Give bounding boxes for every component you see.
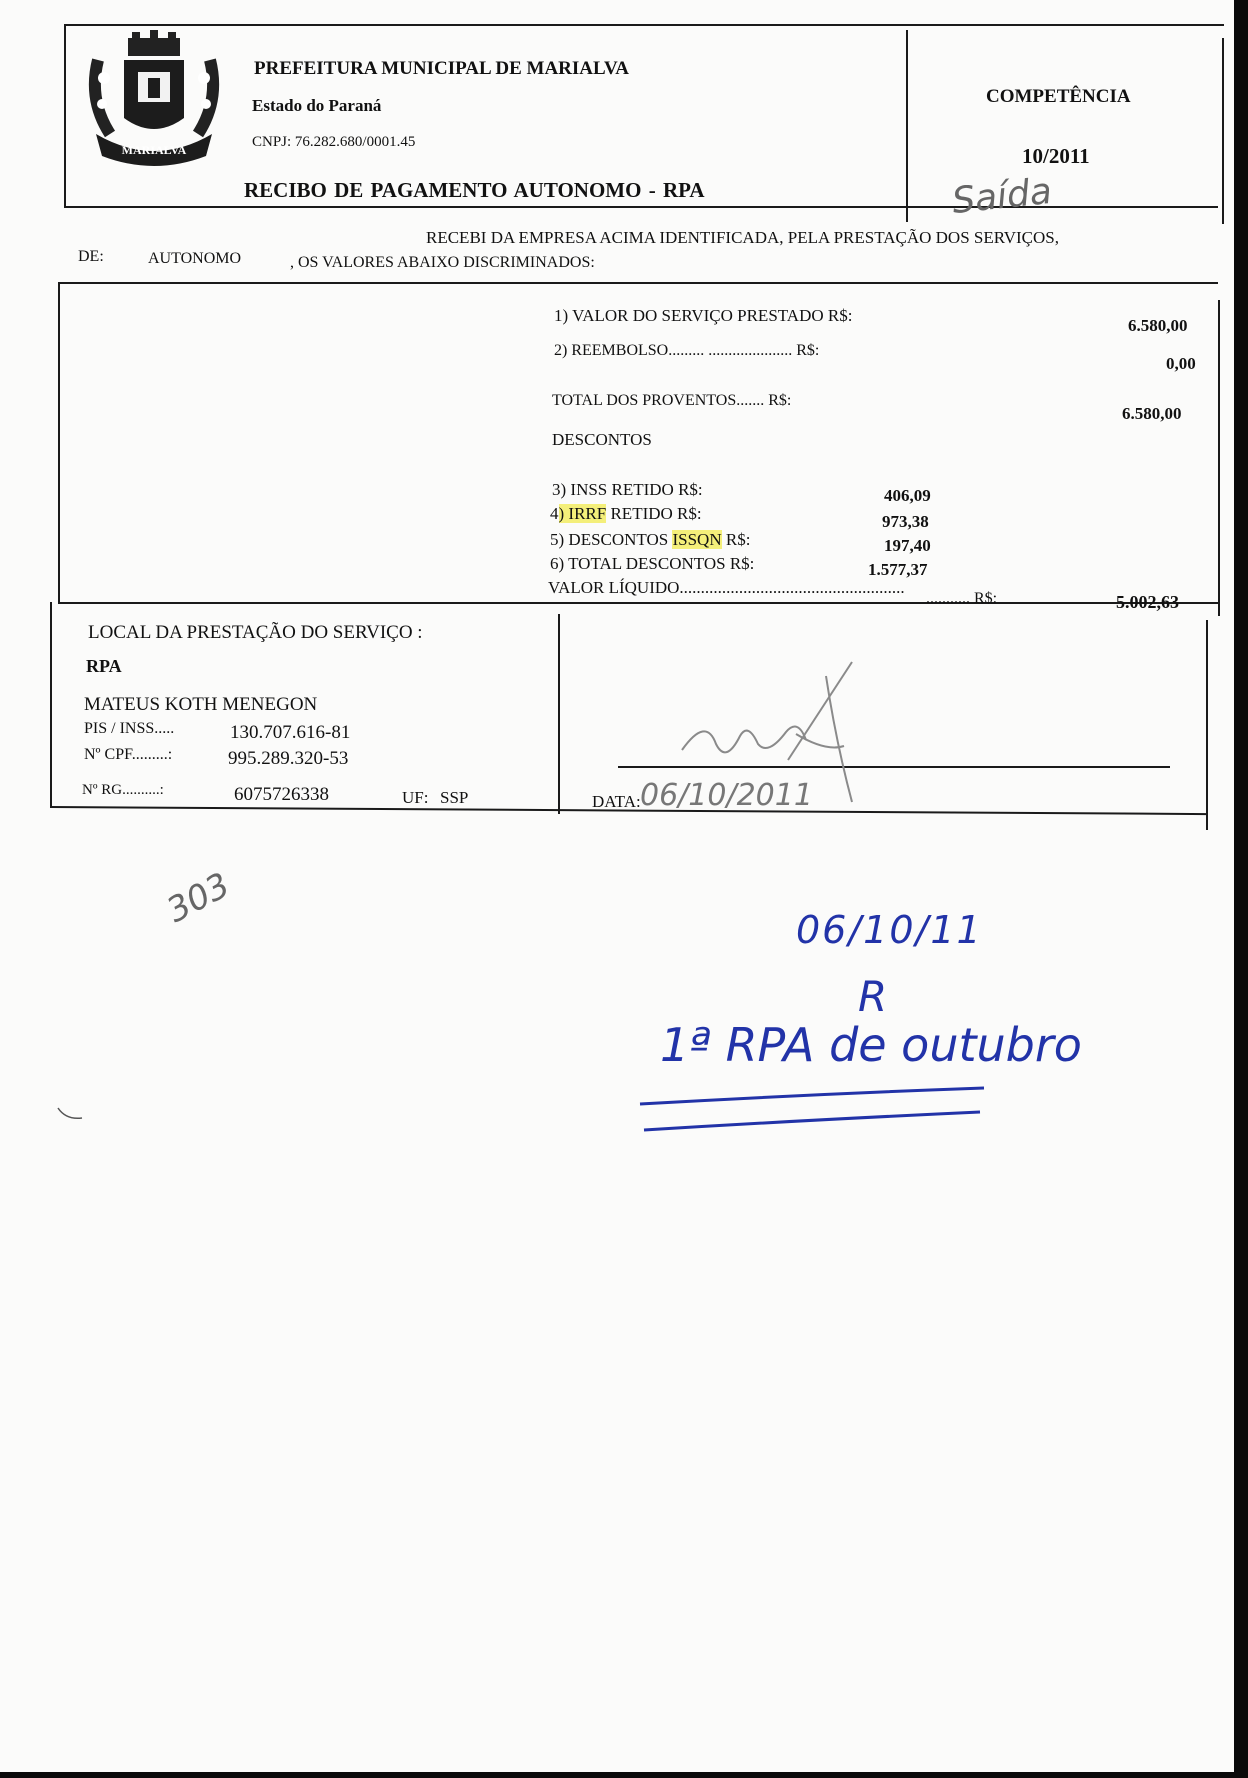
reembolso-label: 2) REEMBOLSO......... ..................... R$: bbox=[554, 342, 820, 359]
uf-label: UF: bbox=[402, 788, 429, 807]
issqn-suffix: R$: bbox=[721, 530, 751, 549]
intro-bottom bbox=[58, 282, 1218, 284]
pencil-page-number: 303 bbox=[160, 865, 237, 931]
handwritten-underline-icon bbox=[636, 1080, 996, 1140]
irrf-suffix: RETIDO R$: bbox=[606, 504, 702, 523]
competencia-divider bbox=[906, 30, 908, 222]
local-value: RPA bbox=[86, 656, 122, 676]
body-right bbox=[1218, 300, 1220, 616]
pis-label: PIS / INSS..... bbox=[84, 720, 175, 737]
border-top bbox=[64, 24, 1224, 26]
servico-value: 6.580,00 bbox=[1128, 316, 1188, 335]
logo-lettering: MARIALVA bbox=[121, 143, 187, 157]
pencil-saida-annotation: Saída bbox=[950, 170, 1054, 223]
servico-label: 1) VALOR DO SERVIÇO PRESTADO R$: bbox=[554, 306, 853, 325]
org-name: PREFEITURA MUNICIPAL DE MARIALVA bbox=[254, 58, 629, 79]
irrf-prefix: 4 bbox=[550, 504, 559, 523]
intro-line-2: , OS VALORES ABAIXO DISCRIMINADOS: bbox=[290, 254, 595, 271]
provider-signature-icon bbox=[676, 652, 876, 812]
liquido-rs: ........... R$: bbox=[926, 590, 998, 607]
border-right bbox=[1222, 38, 1224, 224]
uf-value: SSP bbox=[440, 788, 469, 807]
descontos-heading: DESCONTOS bbox=[552, 430, 652, 449]
inss-value: 406,09 bbox=[884, 486, 931, 505]
issqn-prefix: 5) DESCONTOS bbox=[550, 530, 673, 549]
reembolso-value: 0,00 bbox=[1166, 354, 1196, 373]
provider-left bbox=[50, 602, 52, 808]
de-label: DE: bbox=[78, 248, 104, 265]
total-proventos-value: 6.580,00 bbox=[1122, 404, 1182, 423]
competencia-value: 10/2011 bbox=[1022, 144, 1090, 168]
cpf-label: Nº CPF.........: bbox=[84, 746, 173, 763]
total-descontos-value: 1.577,37 bbox=[868, 560, 928, 579]
competencia-label: COMPETÊNCIA bbox=[986, 86, 1131, 107]
data-label: DATA: bbox=[592, 792, 641, 811]
cnpj: CNPJ: 76.282.680/0001.45 bbox=[252, 134, 416, 150]
rg-value: 6075726338 bbox=[234, 784, 329, 805]
state-name: Estado do Paraná bbox=[252, 96, 382, 115]
liquido-label: VALOR LÍQUIDO..................................................... bbox=[548, 578, 905, 597]
values-bottom bbox=[58, 602, 1218, 604]
irrf-highlight: ) IRRF bbox=[558, 504, 607, 523]
rg-label: Nº RG..........: bbox=[82, 782, 164, 798]
provider-divider bbox=[558, 614, 560, 814]
handwritten-note: 1ª RPA de outubro bbox=[660, 1018, 1082, 1072]
pis-value: 130.707.616-81 bbox=[230, 722, 351, 743]
irrf-value: 973,38 bbox=[882, 512, 929, 531]
local-label: LOCAL DA PRESTAÇÃO DO SERVIÇO : bbox=[88, 622, 423, 643]
total-descontos-label: 6) TOTAL DESCONTOS R$: bbox=[550, 554, 755, 573]
provider-right bbox=[1206, 620, 1208, 830]
border-left-header bbox=[64, 24, 66, 208]
total-proventos-label: TOTAL DOS PROVENTOS....... R$: bbox=[552, 392, 792, 409]
liquido-value: 5.002,63 bbox=[1116, 592, 1179, 612]
irrf-row bbox=[550, 504, 702, 524]
intro-line-1: RECEBI DA EMPRESA ACIMA IDENTIFICADA, PELA PRESTAÇÃO DOS SERVIÇOS, bbox=[426, 228, 1059, 247]
handwritten-initial: R bbox=[858, 972, 888, 1021]
document-title: RECIBO DE PAGAMENTO AUTONOMO - RPA bbox=[244, 178, 705, 202]
issqn-value: 197,40 bbox=[884, 536, 931, 555]
issqn-highlight: ISSQN bbox=[672, 530, 722, 549]
municipal-coat-of-arms-icon bbox=[88, 30, 220, 166]
cpf-value: 995.289.320-53 bbox=[228, 748, 349, 769]
data-value-pencil: 06/10/2011 bbox=[640, 778, 813, 813]
de-value: AUTONOMO bbox=[148, 250, 242, 267]
handwritten-date: 06/10/11 bbox=[796, 908, 983, 952]
provider-name: MATEUS KOTH MENEGON bbox=[84, 694, 318, 715]
inss-label: 3) INSS RETIDO R$: bbox=[552, 480, 703, 499]
issqn-row bbox=[550, 530, 750, 550]
body-left bbox=[58, 282, 60, 604]
scan-mark-icon bbox=[56, 1104, 86, 1124]
